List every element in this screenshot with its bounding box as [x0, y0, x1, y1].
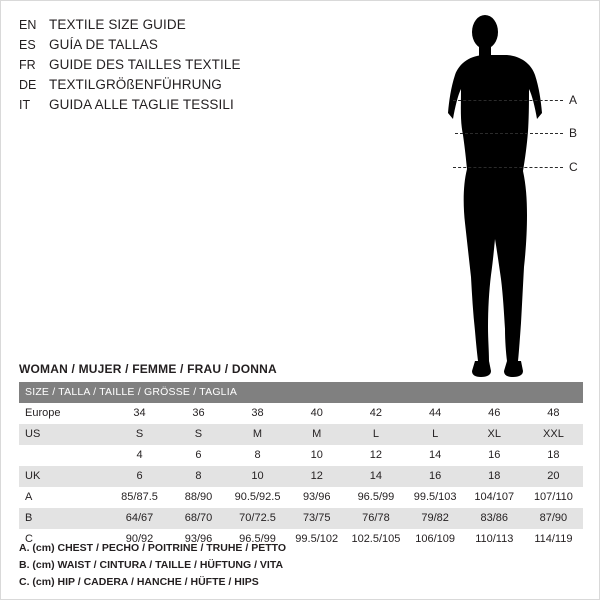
table-cell: XL	[465, 424, 524, 445]
table-cell: 110/113	[465, 529, 524, 550]
table-cell: 48	[524, 403, 583, 424]
table-cell: 34	[110, 403, 169, 424]
language-row	[19, 95, 349, 115]
guide-line-c	[453, 167, 563, 168]
table-cell: 96.5/99	[228, 529, 287, 550]
size-table	[19, 382, 583, 550]
table-cell: 73/75	[287, 508, 346, 529]
language-row	[19, 75, 349, 95]
language-title: GUIDA ALLE TAGLIE TESSILI	[49, 97, 234, 112]
table-row	[19, 424, 583, 445]
table-cell: 88/90	[169, 487, 228, 508]
table-cell: 93/96	[287, 487, 346, 508]
language-code: FR	[19, 58, 36, 72]
table-cell: S	[169, 424, 228, 445]
table-cell: 6	[169, 445, 228, 466]
table-cell: 70/72.5	[228, 508, 287, 529]
language-row	[19, 35, 349, 55]
table-cell: 99.5/103	[406, 487, 465, 508]
table-section-title: WOMAN / MUJER / FEMME / FRAU / DONNA	[19, 362, 277, 376]
table-cell: 10	[228, 466, 287, 487]
table-cell: 85/87.5	[110, 487, 169, 508]
table-row	[19, 403, 583, 424]
table-cell: 44	[406, 403, 465, 424]
table-cell: 10	[287, 445, 346, 466]
guide-line-b	[455, 133, 563, 134]
guide-label-a: A	[569, 93, 578, 107]
row-label: UK	[19, 466, 110, 487]
guide-line-a	[453, 100, 563, 101]
language-title: TEXTILE SIZE GUIDE	[49, 17, 186, 32]
language-title: GUIDE DES TAILLES TEXTILE	[49, 57, 241, 72]
row-label: Europe	[19, 403, 110, 424]
table-header-label: SIZE / TALLA / TAILLE / GRÖSSE / TAGLIA	[19, 382, 583, 403]
table-cell: 20	[524, 466, 583, 487]
table-cell: 12	[346, 445, 405, 466]
table-cell: 14	[406, 445, 465, 466]
guide-label-b: B	[569, 126, 578, 140]
language-title: TEXTILGRÖßENFÜHRUNG	[49, 77, 222, 92]
language-row	[19, 55, 349, 75]
table-cell: 99.5/102	[287, 529, 346, 550]
table-cell: 38	[228, 403, 287, 424]
language-code: IT	[19, 98, 31, 112]
table-cell: 36	[169, 403, 228, 424]
table-cell: 68/70	[169, 508, 228, 529]
table-row	[19, 445, 583, 466]
table-cell: 18	[465, 466, 524, 487]
row-label: C	[19, 529, 110, 550]
table-cell: M	[228, 424, 287, 445]
language-code: EN	[19, 18, 37, 32]
language-code: ES	[19, 38, 36, 52]
table-cell: 4	[110, 445, 169, 466]
female-silhouette-figure	[401, 9, 591, 379]
note-c: C. (cm) HIP / CADERA / HANCHE / HÜFTE / HIPS	[19, 576, 259, 588]
table-cell: 90/92	[110, 529, 169, 550]
language-row	[19, 15, 349, 35]
table-cell: 14	[346, 466, 405, 487]
table-cell: 83/86	[465, 508, 524, 529]
table-row	[19, 487, 583, 508]
table-cell: 90.5/92.5	[228, 487, 287, 508]
table-cell: 104/107	[465, 487, 524, 508]
table-cell: 12	[287, 466, 346, 487]
note-b: B. (cm) WAIST / CINTURA / TAILLE / HÜFTUNG / VITA	[19, 559, 284, 571]
language-header-list	[19, 15, 349, 115]
row-label: A	[19, 487, 110, 508]
table-cell: 64/67	[110, 508, 169, 529]
table-cell: 42	[346, 403, 405, 424]
row-label	[19, 445, 110, 466]
table-cell: 40	[287, 403, 346, 424]
table-cell: 18	[524, 445, 583, 466]
table-cell: 102.5/105	[346, 529, 405, 550]
silhouette-icon	[401, 9, 591, 379]
measurement-notes	[19, 540, 286, 591]
note-a: A. (cm) CHEST / PECHO / POITRINE / TRUHE / PETTO	[19, 542, 287, 554]
table-cell: M	[287, 424, 346, 445]
language-code: DE	[19, 78, 37, 92]
table-cell: 8	[169, 466, 228, 487]
table-cell: 107/110	[524, 487, 583, 508]
table-cell: 16	[465, 445, 524, 466]
table-header-row	[19, 382, 583, 403]
table-cell: 93/96	[169, 529, 228, 550]
table-cell: 79/82	[406, 508, 465, 529]
table-cell: L	[406, 424, 465, 445]
table-cell: 76/78	[346, 508, 405, 529]
table-cell: 8	[228, 445, 287, 466]
table-row	[19, 508, 583, 529]
table-cell: S	[110, 424, 169, 445]
table-cell: 46	[465, 403, 524, 424]
row-label: B	[19, 508, 110, 529]
table-cell: 87/90	[524, 508, 583, 529]
table-cell: L	[346, 424, 405, 445]
language-title: GUÍA DE TALLAS	[49, 37, 158, 52]
table-cell: 114/119	[524, 529, 583, 550]
table-cell: 16	[406, 466, 465, 487]
guide-label-c: C	[569, 160, 578, 174]
row-label: US	[19, 424, 110, 445]
table-cell: XXL	[524, 424, 583, 445]
table-cell: 6	[110, 466, 169, 487]
table-cell: 96.5/99	[346, 487, 405, 508]
table-cell: 106/109	[406, 529, 465, 550]
table-row	[19, 466, 583, 487]
